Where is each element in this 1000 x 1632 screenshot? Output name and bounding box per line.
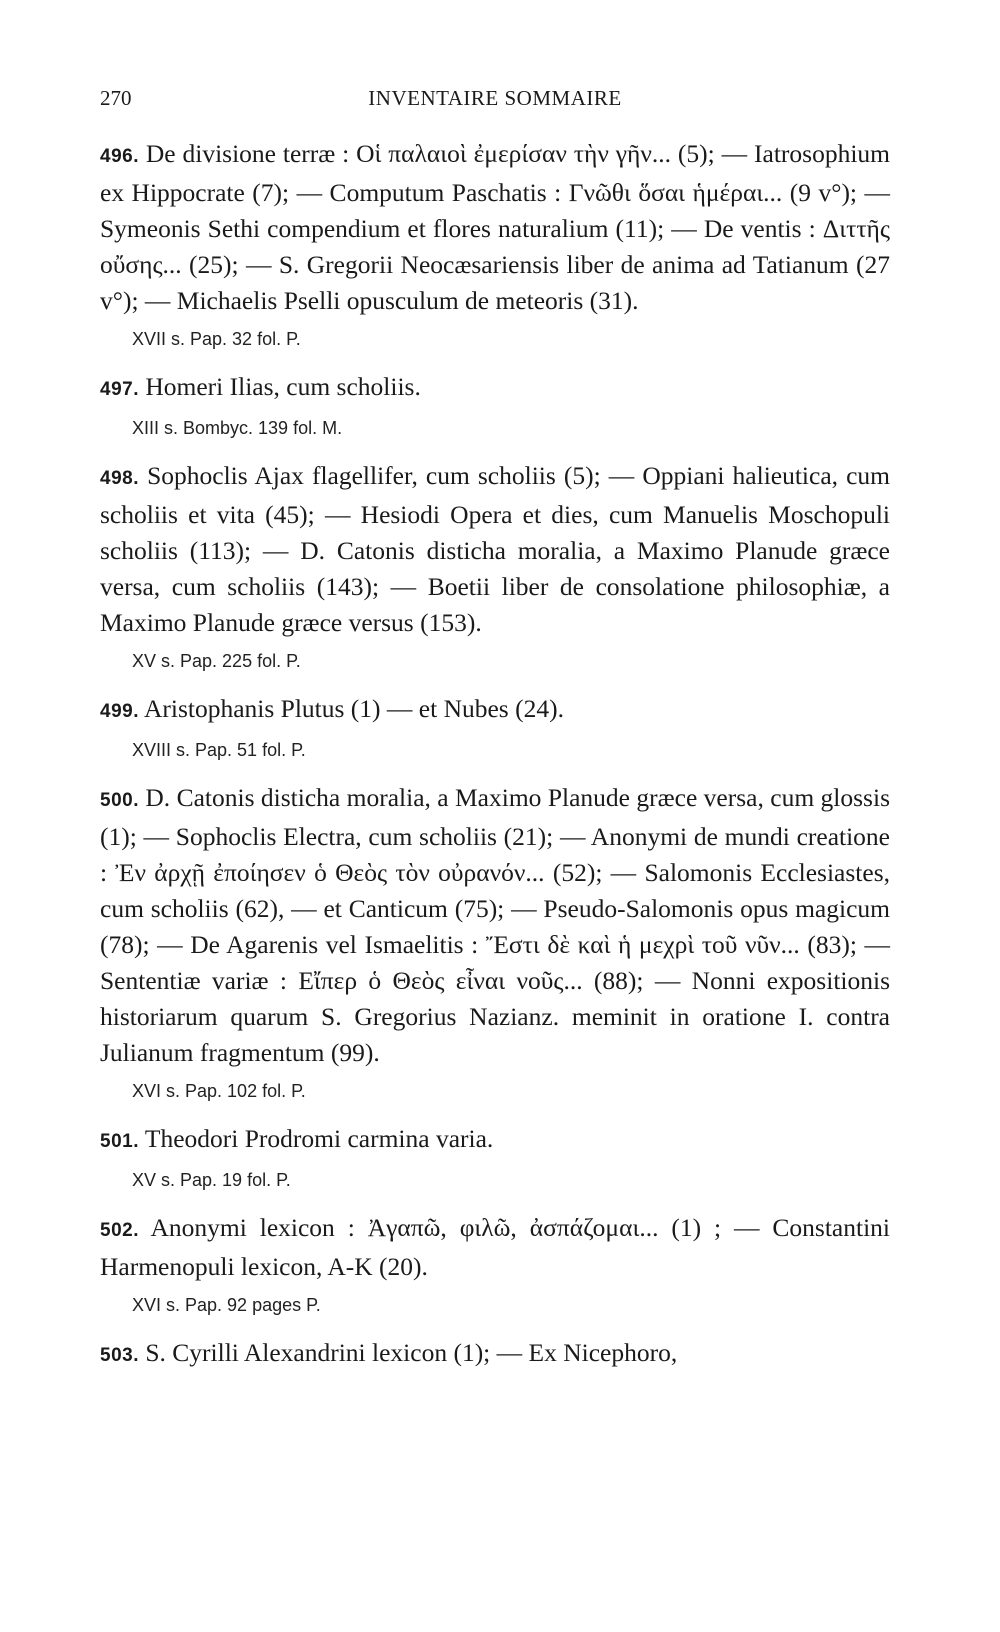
- page-number: 270: [100, 86, 132, 110]
- entry-description: XIII s. Bombyc. 139 fol. M.: [132, 418, 343, 438]
- entry-number: 503.: [100, 1345, 139, 1366]
- entry-number: 498.: [100, 468, 139, 489]
- entry-number: 499.: [100, 701, 139, 722]
- entry-number: 497.: [100, 379, 139, 400]
- entry-text: D. Catonis disticha moralia, a Maximo Planude græce versa, cum glossis (1); — Sophoclis Electra, cum scholiis (21); — Anonymi de mundi creatione : Ἐν ἀρχῇ ἐποίησεν ὁ Θεὸς τὸν οὐρανόν... (52); — Salomonis Ecclesiastes, cum scholiis (62), — et Canticum (75); — Pseudo-Salomonis opus magicum (78); — De Agarenis vel Ismaelitis : Ἔστι δὲ καὶ ἡ μεχρὶ τοῦ νῦν... (83); — Sententiæ variæ : Εἴπερ ὁ Θεὸς εἶναι νοῦς... (88); — Nonni expositionis historiarum quarum S. Gregorius Nazianz. meminit in oratione I. contra Julianum fragmentum (99).: [100, 783, 890, 1067]
- entry-body: [100, 1121, 890, 1160]
- entry-text: De divisione terræ : Οἱ παλαιοὶ ἐμερίσαν τὴν γῆν... (5); — Iatrosophium ex Hippocrate (7); — Computum Paschatis : Γνῶθι ὅσαι ἡμέραι... (9 v°); — Symeonis Sethi compendium et flores naturalium (11); — De ventis : Διττῆς οὔσης... (25); — S. Gregorii Neocæsariensis liber de anima ad Tatianum (27 v°); — Michaelis Pselli opusculum de meteoris (31).: [100, 139, 890, 315]
- entry-text: Theodori Prodromi carmina varia.: [144, 1124, 494, 1153]
- catalog-entry-500: [100, 780, 890, 1105]
- entry-text: Anonymi lexicon : Ἀγαπῶ, φιλῶ, ἀσπάζομαι... (1) ; — Constantini Harmenopuli lexicon, A-K (20).: [100, 1213, 891, 1281]
- entry-body: [100, 458, 890, 641]
- catalog-entry-498: [100, 458, 890, 675]
- entry-body: [100, 1335, 890, 1374]
- document-page: [100, 80, 890, 1374]
- entry-description: XV s. Pap. 19 fol. P.: [132, 1170, 291, 1190]
- catalog-entry-501: [100, 1121, 890, 1194]
- entry-text: Homeri Ilias, cum scholiis.: [145, 372, 421, 401]
- running-title: INVENTAIRE SOMMAIRE: [368, 86, 622, 110]
- entry-description: XVI s. Pap. 92 pages P.: [132, 1295, 321, 1315]
- entry-body: [100, 780, 890, 1071]
- entry-body: [100, 691, 890, 730]
- catalog-entry-496: [100, 136, 890, 353]
- entry-body: [100, 136, 890, 319]
- entry-description: XV s. Pap. 225 fol. P.: [132, 651, 301, 671]
- entry-number: 496.: [100, 146, 139, 167]
- entry-description: XVI s. Pap. 102 fol. P.: [132, 1081, 306, 1101]
- catalog-entry-497: [100, 369, 890, 442]
- entry-number: 501.: [100, 1131, 139, 1152]
- entry-text: Sophoclis Ajax flagellifer, cum scholiis (5); — Oppiani halieutica, cum scholiis et vita (45); — Hesiodi Opera et dies, cum Manuelis Moschopuli scholiis (113); — D. Catonis disticha moralia, a Maximo Planude græce versa, cum scholiis (143); — Boetii liber de consolatione philosophiæ, a Maximo Planude græce versus (153).: [100, 461, 891, 637]
- catalog-entry-502: [100, 1210, 890, 1319]
- entry-body: [100, 1210, 890, 1285]
- entry-text: Aristophanis Plutus (1) — et Nubes (24).: [143, 694, 564, 723]
- entry-description: XVIII s. Pap. 51 fol. P.: [132, 740, 306, 760]
- entry-text: S. Cyrilli Alexandrini lexicon (1); — Ex Nicephoro,: [145, 1338, 678, 1367]
- entry-number: 500.: [100, 790, 139, 811]
- catalog-entry-499: [100, 691, 890, 764]
- entry-body: [100, 369, 890, 408]
- entry-number: 502.: [100, 1220, 139, 1241]
- entry-description: XVII s. Pap. 32 fol. P.: [132, 329, 301, 349]
- catalog-entry-503: [100, 1335, 890, 1374]
- page-header: [100, 80, 890, 120]
